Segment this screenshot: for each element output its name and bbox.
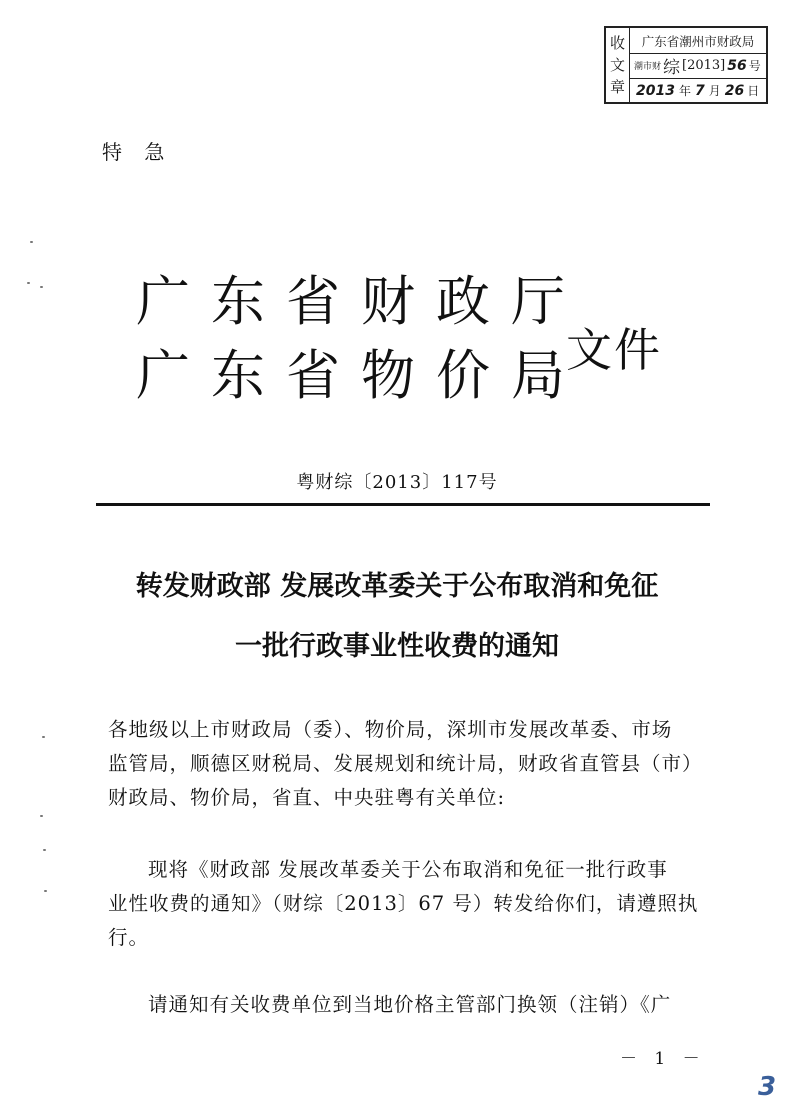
stamp-doc-prefix: 潮市财 bbox=[634, 62, 662, 72]
stamp-label bbox=[606, 28, 630, 102]
stamp-label-char: 收 bbox=[609, 34, 625, 52]
header-divider bbox=[96, 503, 710, 506]
recipients-paragraph bbox=[108, 713, 712, 815]
document-number: 粤财综〔2013〕117号 bbox=[296, 472, 498, 493]
issuer-suffix: 文件 bbox=[566, 323, 662, 377]
body-line: 请通知有关收费单位到当地价格主管部门换领（注销）《广 bbox=[148, 993, 672, 1016]
issuer-line-2: 广东省物价局 bbox=[136, 344, 586, 407]
stamp-date-m: 月 bbox=[708, 84, 721, 98]
stamp-date-d: 日 bbox=[747, 84, 760, 98]
body-line: 监管局，顺德区财税局、发展规划和统计局，财政省直管县（市） bbox=[108, 752, 703, 775]
stamp-doc-suffix: 号 bbox=[748, 59, 761, 73]
page-number: － 1 － bbox=[620, 1049, 706, 1069]
body-line: 现将《财政部 发展改革委关于公布取消和免征一批行政事 bbox=[148, 858, 668, 881]
body-line: 各地级以上市财政局（委）、物价局，深圳市发展改革委、市场 bbox=[108, 718, 673, 741]
scan-speck bbox=[44, 890, 47, 892]
issuer-line-1: 广东省财政厅 bbox=[136, 270, 586, 333]
body-line: 业性收费的通知》（财综〔2013〕67 号）转发给你们，请遵照执 bbox=[108, 892, 699, 915]
scan-speck bbox=[43, 849, 46, 851]
stamp-doc-year: [2013] bbox=[682, 58, 726, 73]
stamp-date-y: 年 bbox=[678, 84, 691, 98]
stamp-date-month: 7 bbox=[694, 82, 705, 99]
scan-speck bbox=[30, 241, 33, 243]
stamp-date-day: 26 bbox=[724, 82, 745, 99]
scan-speck bbox=[40, 815, 43, 817]
stamp-date-year: 2013 bbox=[636, 82, 675, 99]
body-line: 行。 bbox=[108, 926, 150, 949]
receipt-stamp bbox=[604, 26, 768, 104]
corner-mark: 3 bbox=[758, 1072, 777, 1102]
urgency-label: 特 急 bbox=[102, 140, 173, 164]
stamp-doc-type: 综 bbox=[663, 58, 681, 78]
stamp-doc-no: 56 bbox=[727, 57, 747, 74]
body-paragraph-1 bbox=[108, 853, 712, 955]
document-title-line-2: 一批行政事业性收费的通知 bbox=[235, 631, 559, 662]
stamp-org: 广东省潮州市财政局 bbox=[641, 33, 755, 49]
body-paragraph-2 bbox=[108, 988, 712, 1022]
scan-speck bbox=[40, 286, 43, 288]
scan-speck bbox=[27, 282, 30, 284]
stamp-date-row bbox=[630, 78, 766, 103]
stamp-org-row bbox=[630, 28, 766, 54]
body-line: 财政局、物价局，省直、中央驻粤有关单位: bbox=[108, 786, 506, 809]
stamp-label-char: 文 bbox=[609, 56, 625, 74]
stamp-docnum-row bbox=[630, 53, 766, 79]
scan-speck bbox=[42, 736, 45, 738]
document-title-line-1: 转发财政部 发展改革委关于公布取消和免征 bbox=[135, 571, 659, 602]
stamp-label-char: 章 bbox=[609, 78, 625, 96]
